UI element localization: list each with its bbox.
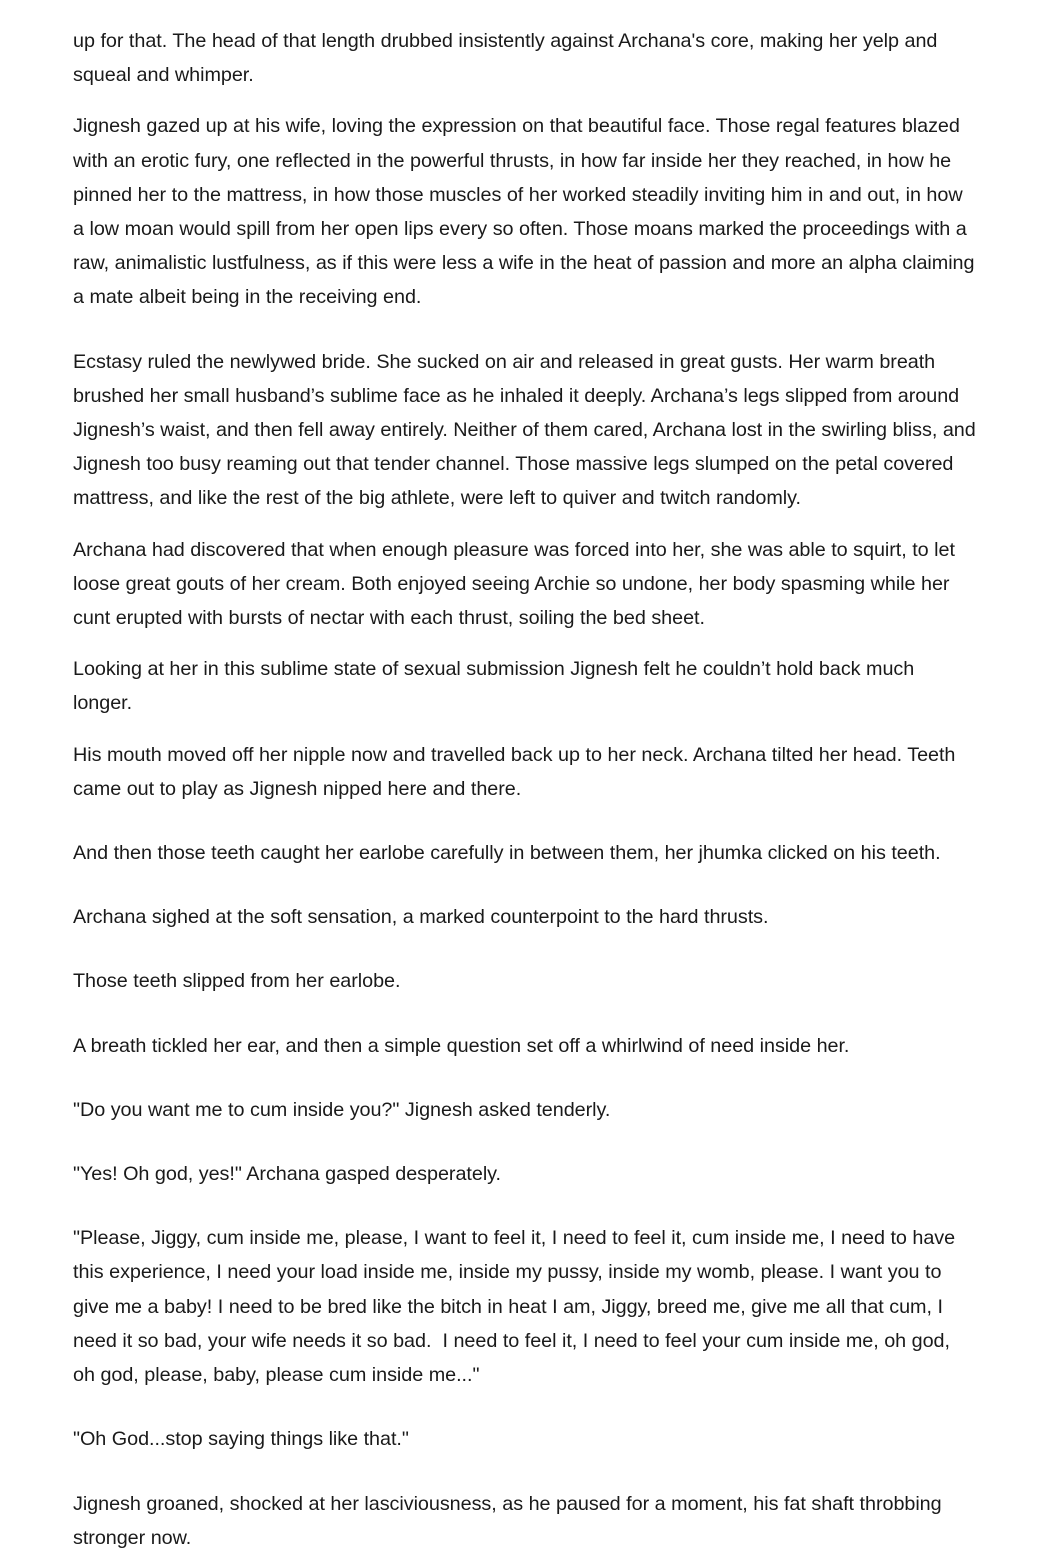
- paragraph: "Please, Jiggy, cum inside me, please, I want to feel it, I need to feel it, cum inside me, I need to have this experience, I need your load inside me, inside my pussy, inside my womb, please. I want you to give me a baby! I need to be bred like the bitch in heat I am, Jiggy, breed me, give me all that cum, I need it so bad, your wife needs it so bad. I need to feel it, I need to feel your cum inside me, oh god, oh god, please, baby, please cum inside me...": [73, 1227, 961, 1387]
- paragraph: "Yes! Oh god, yes!" Archana gasped desperately.: [73, 1163, 501, 1186]
- paragraph: Jignesh groaned, shocked at her lasciviousness, as he paused for a moment, his fat shaft throbbing stronger now.: [73, 1492, 948, 1549]
- paragraph: up for that. The head of that length drubbed insistently against Archana's core, making her yelp and squeal and whimper.: [73, 30, 943, 87]
- paragraph: Looking at her in this sublime state of sexual submission Jignesh felt he couldn’t hold back much longer.: [73, 658, 920, 715]
- paragraph: Archana had discovered that when enough pleasure was forced into her, she was able to squirt, to let loose great gouts of her cream. Both enjoyed seeing Archie so undone, her body spasming while her cunt erupted with bursts of nectar with each thrust, soiling the bed sheet.: [73, 538, 961, 630]
- paragraph: And then those teeth caught her earlobe carefully in between them, her jhumka clicked on his teeth.: [73, 842, 941, 865]
- paragraph: Ecstasy ruled the newlywed bride. She sucked on air and released in great gusts. Her warm breath brushed her small husband’s sublime face as he inhaled it deeply. Archana’s legs slipped from around Jignesh’s waist, and then fell away entirely. Neither of them cared, Archana lost in the swirling bliss, and Jignesh too busy reaming out that tender channel. Those massive legs slumped on the petal covered mattress, and like the rest of the big athlete, were left to quiver and twitch randomly.: [73, 350, 982, 510]
- paragraph: A breath tickled her ear, and then a simple question set off a whirlwind of need inside her.: [73, 1034, 850, 1057]
- paragraph: His mouth moved off her nipple now and travelled back up to her neck. Archana tilted her head. Teeth came out to play as Jignesh nipped here and there.: [73, 743, 961, 800]
- paragraph: Archana sighed at the soft sensation, a marked counterpoint to the hard thrusts.: [73, 906, 769, 929]
- paragraph: "Oh God...stop saying things like that.": [73, 1428, 409, 1451]
- paragraph: Those teeth slipped from her earlobe.: [73, 970, 401, 993]
- paragraph: "Do you want me to cum inside you?" Jignesh asked tenderly.: [73, 1098, 611, 1121]
- document-text-column: [73, 24, 982, 1555]
- paragraph: Jignesh gazed up at his wife, loving the expression on that beautiful face. Those regal features blazed with an erotic fury, one reflected in the powerful thrusts, in how far inside her they reached, in how he pinned her to the mattress, in how those muscles of her worked steadily inviting him in and out, in how a low moan would spill from her open lips every so often. Those moans marked the proceedings with a raw, animalistic lustfulness, as if this were less a wife in the heat of passion and more an alpha claiming a mate albeit being in the receiving end.: [73, 115, 980, 309]
